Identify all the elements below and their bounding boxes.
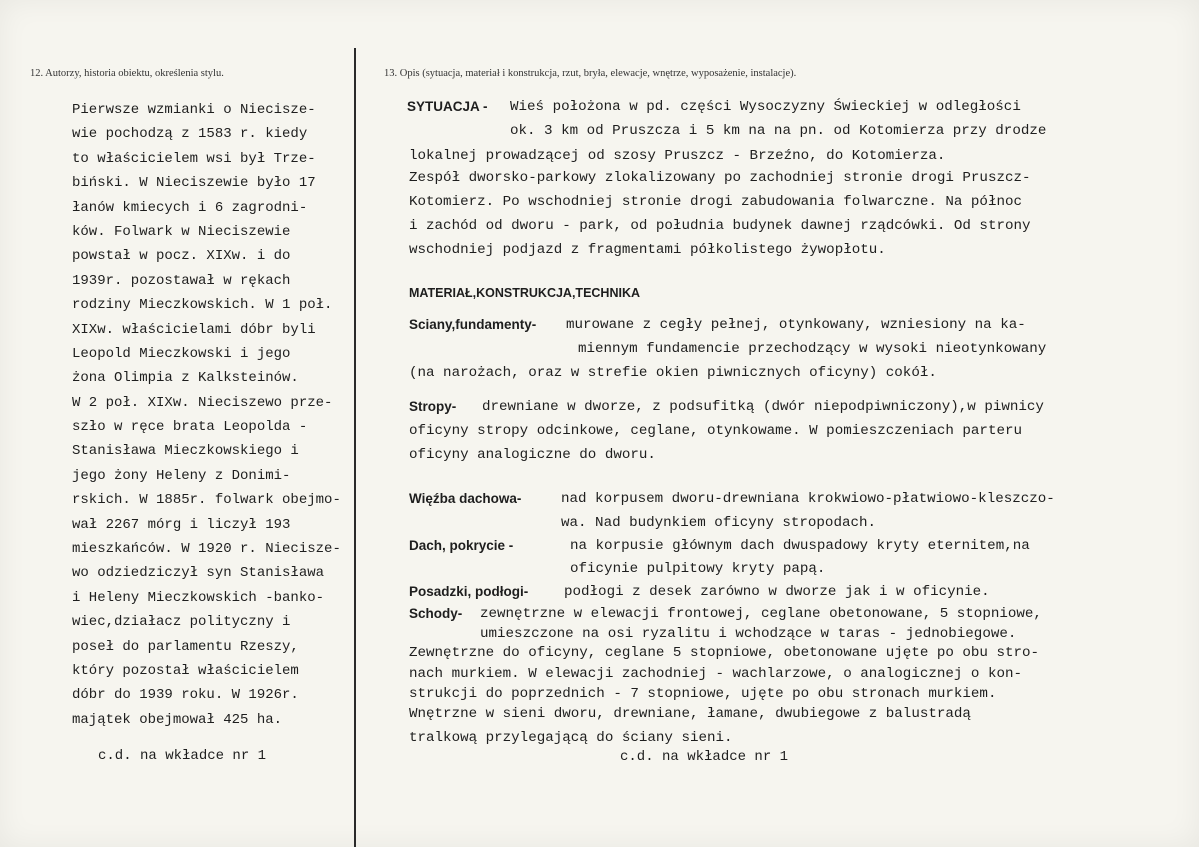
dach-heading: Dach, pokrycie - [409,538,514,553]
schody-line: Zewnętrzne do oficyny, ceglane 5 stopniowe, obetonowane ujęte po obu stro- [409,645,1040,661]
schody-line: strukcji do poprzednich - 7 stopniowe, ujęte po obu stronach murkiem. [409,686,997,702]
schody-line: umieszczone na osi ryzalitu i wchodzące w taras - jednobiegowe. [480,626,1017,642]
history-line: biński. W Nieciszewie było 17 [72,175,316,192]
history-line: wiec,działacz polityczny i [72,614,291,631]
history-line: wał 2267 mórg i liczył 193 [72,516,291,533]
history-line: 1939r. pozostawał w rękach [72,272,291,289]
posadzki-line: podłogi z desek zarówno w dworze jak i w oficynie. [564,584,990,600]
schody-line: tralkową przylegającą do ściany sieni. [409,730,733,746]
sciany-line: murowane z cegły pełnej, otynkowany, wzniesiony na ka- [566,317,1026,333]
continuation-note-left: c.d. na wkładce nr 1 [98,748,267,764]
history-line: rskich. W 1885r. folwark obejmo- [72,492,341,509]
history-line: XIXw. właścicielami dóbr byli [72,321,316,338]
stropy-line: oficyny analogiczne do dworu. [409,447,656,463]
right-column-header: 13. Opis (sytuacja, materiał i konstrukcja, rzut, bryła, elewacje, wnętrze, wyposażenie, instalacje). [384,68,797,79]
dach-line: oficynie pulpitowy kryty papą. [570,561,826,577]
continuation-note-right: c.d. na wkładce nr 1 [620,749,789,765]
schody-heading: Schody- [409,606,463,621]
sciany-heading: Sciany,fundamenty- [409,317,537,332]
history-line: i Heleny Mieczkowskich -banko- [72,589,325,606]
history-line: Pierwsze wzmianki o Nieciszе- [72,102,316,118]
history-line: wo odziedziczył syn Stanisława [72,565,325,582]
left-column-header: 12. Autorzy, historia obiektu, określenia stylu. [30,68,224,79]
sytuacja-line: i zachód od dworu - park, od południa budynek dawnej rządcówki. Od strony [409,218,1031,234]
history-line: Stanisława Mieczkowskiego i [72,443,299,460]
history-line: mieszkańców. W 1920 r. Niecisze- [72,541,341,558]
history-line: ków. Folwark w Nieciszewie [72,223,291,240]
history-line: szło w ręce brata Leopolda - [72,419,308,436]
stropy-heading: Stropy- [409,399,457,414]
history-text [72,98,402,732]
history-line: to właścicielem wsi był Trze- [72,150,316,167]
sytuacja-line: wschodniej podjazd z fragmentami półkolistego żywopłotu. [409,242,886,258]
sciany-line: miennym fundamencie przechodzący w wysoki nieotynkowany [578,341,1047,357]
sytuacja-heading: SYTUACJA - [407,99,488,114]
sytuacja-line: Wieś położona w pd. części Wysoczyzny Świeckiej w odległości [510,99,1021,115]
history-line: Leopold Mieczkowski i jego [72,345,291,362]
sytuacja-line: Kotomierz. Po wschodniej stronie drogi zabudowania folwarczne. Na północ [409,194,1022,210]
sytuacja-line: lokalnej prowadzącej od szosy Pruszcz - Brzeźno, do Kotomierza. [409,148,946,164]
schody-line: zewnętrzne w elewacji frontowej, ceglane obetonowane, 5 stopniowe, [480,606,1042,622]
dach-line: na korpusie głównym dach dwuspadowy kryty eternitem,na [570,538,1030,554]
sytuacja-line: Zespół dworsko-parkowy zlokalizowany po zachodniej stronie drogi Pruszcz- [409,170,1031,186]
history-line: łanów kmiecych i 6 zagrodni- [72,199,308,216]
history-line: jego żony Heleny z Donimi- [72,467,291,484]
wiezba-heading: Więźba dachowa- [409,491,522,506]
history-line: dóbr do 1939 roku. W 1926r. [72,687,299,704]
schody-line: nach murkiem. W elewacji zachodniej - wachlarzowe, o analogicznej o kon- [409,666,1022,682]
history-line: majątek obejmował 425 ha. [72,711,283,728]
stropy-line: drewniane w dworze, z podsufitką (dwór niepodpiwniczony),w piwnicy [482,399,1044,415]
wiezba-line: nad korpusem dworu-drewniana krokwiowo-płatwiowo-kleszczo- [561,491,1055,507]
history-line: który pozostał właścicielem [72,662,299,679]
history-line: poseł do parlamentu Rzeszy, [72,638,299,655]
wiezba-line: wa. Nad budynkiem oficyny stropodach. [561,515,877,531]
history-line: rodziny Mieczkowskich. W 1 poł. [72,297,333,314]
history-line: wie pochodzą z 1583 r. kiedy [72,126,308,143]
stropy-line: oficyny stropy odcinkowe, ceglane, otynkowame. W pomieszczeniach parteru [409,423,1022,439]
posadzki-heading: Posadzki, podłogi- [409,584,529,599]
sciany-line: (na narożach, oraz w strefie okien piwnicznych oficyny) cokół. [409,365,937,381]
material-heading: MATERIAŁ,KONSTRUKCJA,TECHNIKA [409,286,641,300]
history-line: żona Olimpia z Kalksteinów. [72,370,299,387]
sytuacja-line: ok. 3 km od Pruszcza i 5 km na na pn. od Kotomierza przy drodze [510,123,1047,139]
history-line: powstał w pocz. XIXw. i do [72,248,291,265]
history-line: W 2 poł. XIXw. Nieciszewo prze- [72,394,333,411]
schody-line: Wnętrzne w sieni dworu, drewniane, łamane, dwubiegowe z balustradą [409,706,971,722]
